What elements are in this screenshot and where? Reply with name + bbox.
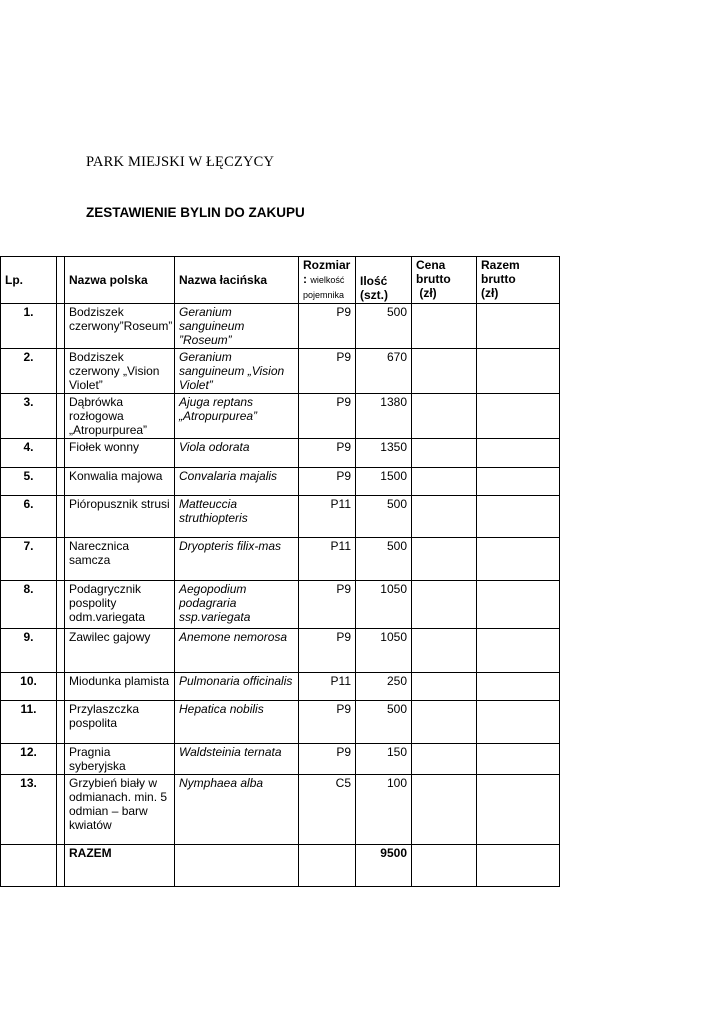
- row-number: 1.: [1, 304, 57, 349]
- price-cell: [412, 538, 477, 581]
- row-spacer: [57, 629, 65, 673]
- polish-name: Podagrycznik pospolity odm.variegata: [65, 581, 175, 629]
- sum-cell: [477, 744, 560, 775]
- pot-size: P9: [299, 394, 356, 439]
- sum-cell: [477, 468, 560, 496]
- total-quantity: 9500: [356, 845, 412, 887]
- price-cell: [412, 629, 477, 673]
- sum-cell: [477, 349, 560, 394]
- latin-name: Pulmonaria officinalis: [175, 673, 299, 701]
- row-number: 13.: [1, 775, 57, 845]
- sum-cell: [477, 673, 560, 701]
- row-number: 8.: [1, 581, 57, 629]
- table-row: [1, 538, 560, 581]
- row-spacer: [57, 775, 65, 845]
- quantity: 500: [356, 304, 412, 349]
- pot-size: P11: [299, 496, 356, 538]
- table-row: [1, 581, 560, 629]
- table-row: [1, 349, 560, 394]
- header-quantity: [356, 257, 412, 304]
- latin-name: Hepatica nobilis: [175, 701, 299, 744]
- price-cell: [412, 496, 477, 538]
- table-row: [1, 673, 560, 701]
- polish-name: Pragnia syberyjska: [65, 744, 175, 775]
- pot-size: P9: [299, 701, 356, 744]
- header-size-main: Rozmiar: [303, 258, 351, 272]
- price-cell: [412, 701, 477, 744]
- table-row: [1, 496, 560, 538]
- row-number: 4.: [1, 439, 57, 468]
- quantity: 500: [356, 701, 412, 744]
- polish-name: Pióropusznik strusi: [65, 496, 175, 538]
- row-number: 2.: [1, 349, 57, 394]
- header-total-l3: (zł): [481, 286, 499, 300]
- sum-cell: [477, 701, 560, 744]
- header-size: [299, 257, 356, 304]
- table-row: [1, 468, 560, 496]
- latin-name: Convalaria majalis: [175, 468, 299, 496]
- pot-size: C5: [299, 775, 356, 845]
- sum-cell: [477, 304, 560, 349]
- quantity: 500: [356, 496, 412, 538]
- header-price-l2: brutto: [416, 272, 451, 286]
- row-spacer: [57, 673, 65, 701]
- quantity: 150: [356, 744, 412, 775]
- sum-cell: [477, 581, 560, 629]
- pot-size: P9: [299, 439, 356, 468]
- polish-name: Przylaszczka pospolita: [65, 701, 175, 744]
- quantity: 1500: [356, 468, 412, 496]
- total-label: RAZEM: [65, 845, 175, 887]
- row-spacer: [57, 496, 65, 538]
- header-spacer: [57, 257, 65, 304]
- polish-name: Zawilec gajowy: [65, 629, 175, 673]
- latin-name: Anemone nemorosa: [175, 629, 299, 673]
- total-latin-cell: [175, 845, 299, 887]
- table-header-row: [1, 257, 560, 304]
- latin-name: Geranium sanguineum ”Roseum”: [175, 304, 299, 349]
- quantity: 250: [356, 673, 412, 701]
- price-cell: [412, 468, 477, 496]
- header-total: [477, 257, 560, 304]
- row-spacer: [57, 701, 65, 744]
- latin-name: Waldsteinia ternata: [175, 744, 299, 775]
- latin-name: Viola odorata: [175, 439, 299, 468]
- row-number: 7.: [1, 538, 57, 581]
- pot-size: P9: [299, 349, 356, 394]
- polish-name: Narecznica samcza: [65, 538, 175, 581]
- quantity: 1380: [356, 394, 412, 439]
- pot-size: P9: [299, 629, 356, 673]
- document-title: ZESTAWIENIE BYLIN DO ZAKUPU: [86, 205, 305, 220]
- row-number: 5.: [1, 468, 57, 496]
- total-sum-cell: [477, 845, 560, 887]
- row-number: 11.: [1, 701, 57, 744]
- table-row: [1, 439, 560, 468]
- header-price: [412, 257, 477, 304]
- pot-size: P9: [299, 581, 356, 629]
- pot-size: P9: [299, 468, 356, 496]
- row-number: 10.: [1, 673, 57, 701]
- table-row: [1, 775, 560, 845]
- total-price-cell: [412, 845, 477, 887]
- header-price-l1: Cena: [416, 258, 446, 272]
- header-size-sub: wielkość pojemnika: [303, 275, 345, 300]
- park-name: PARK MIEJSKI W ŁĘCZYCY: [86, 154, 275, 170]
- sum-cell: [477, 394, 560, 439]
- polish-name: Fiołek wonny: [65, 439, 175, 468]
- row-spacer: [57, 744, 65, 775]
- row-number: 9.: [1, 629, 57, 673]
- quantity: 1350: [356, 439, 412, 468]
- latin-name: Matteuccia struthiopteris: [175, 496, 299, 538]
- row-spacer: [57, 468, 65, 496]
- latin-name: Nymphaea alba: [175, 775, 299, 845]
- row-spacer: [57, 439, 65, 468]
- row-spacer: [57, 394, 65, 439]
- sum-cell: [477, 629, 560, 673]
- pot-size: P11: [299, 673, 356, 701]
- row-spacer: [57, 349, 65, 394]
- quantity: 1050: [356, 629, 412, 673]
- sum-cell: [477, 538, 560, 581]
- table-row: [1, 304, 560, 349]
- polish-name: Konwalia majowa: [65, 468, 175, 496]
- sum-cell: [477, 439, 560, 468]
- header-latin-name: Nazwa łacińska: [175, 257, 299, 304]
- total-row: [1, 845, 560, 887]
- latin-name: Ajuga reptans „Atropurpurea”: [175, 394, 299, 439]
- table-row: [1, 629, 560, 673]
- sum-cell: [477, 775, 560, 845]
- pot-size: P11: [299, 538, 356, 581]
- quantity: 100: [356, 775, 412, 845]
- price-cell: [412, 394, 477, 439]
- total-size-cell: [299, 845, 356, 887]
- quantity: 500: [356, 538, 412, 581]
- polish-name: Dąbrówka rozłogowa „Atropurpurea”: [65, 394, 175, 439]
- polish-name: Bodziszek czerwony „Vision Violet”: [65, 349, 175, 394]
- latin-name: Aegopodium podagraria ssp.variegata: [175, 581, 299, 629]
- price-cell: [412, 304, 477, 349]
- price-cell: [412, 744, 477, 775]
- quantity: 670: [356, 349, 412, 394]
- row-number: 3.: [1, 394, 57, 439]
- total-lp-cell: [1, 845, 57, 887]
- header-polish-name: Nazwa polska: [65, 257, 175, 304]
- row-spacer: [57, 581, 65, 629]
- price-cell: [412, 775, 477, 845]
- table-row: [1, 394, 560, 439]
- header-lp: Lp.: [1, 257, 57, 304]
- price-cell: [412, 673, 477, 701]
- sum-cell: [477, 496, 560, 538]
- pot-size: P9: [299, 744, 356, 775]
- header-total-l2: brutto: [481, 272, 516, 286]
- row-spacer: [57, 304, 65, 349]
- header-quantity-l2: (szt.): [360, 288, 388, 302]
- total-spacer: [57, 845, 65, 887]
- table-row: [1, 701, 560, 744]
- table-row: [1, 744, 560, 775]
- latin-name: Geranium sanguineum „Vision Violet”: [175, 349, 299, 394]
- row-spacer: [57, 538, 65, 581]
- price-cell: [412, 581, 477, 629]
- header-total-l1: Razem: [481, 258, 520, 272]
- polish-name: Miodunka plamista: [65, 673, 175, 701]
- polish-name: Grzybień biały w odmianach. min. 5 odmian – barw kwiatów: [65, 775, 175, 845]
- header-price-l3: (zł): [419, 286, 437, 300]
- row-number: 6.: [1, 496, 57, 538]
- header-size-colon: :: [303, 272, 307, 286]
- header-quantity-l1: Ilość: [360, 274, 388, 288]
- row-number: 12.: [1, 744, 57, 775]
- price-cell: [412, 439, 477, 468]
- quantity: 1050: [356, 581, 412, 629]
- plants-table: [0, 256, 560, 887]
- pot-size: P9: [299, 304, 356, 349]
- price-cell: [412, 349, 477, 394]
- polish-name: Bodziszek czerwony”Roseum”: [65, 304, 175, 349]
- latin-name: Dryopteris filix-mas: [175, 538, 299, 581]
